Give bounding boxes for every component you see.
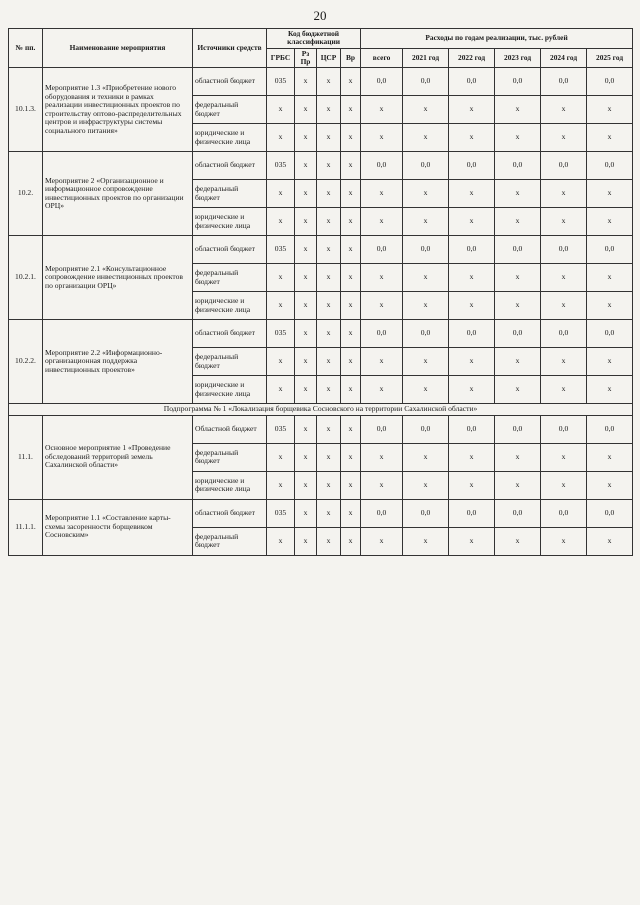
total-value: x xyxy=(361,264,403,292)
year-value: 0,0 xyxy=(495,68,541,96)
vr-code: x xyxy=(341,527,361,555)
csr-code: x xyxy=(317,180,341,208)
year-value: 0,0 xyxy=(403,320,449,348)
grbs-code: x xyxy=(267,208,295,236)
activity-number: 10.2.2. xyxy=(9,320,43,404)
rzpr-code: x xyxy=(295,415,317,443)
funding-source: Областной бюджет xyxy=(193,415,267,443)
year-value: x xyxy=(587,208,633,236)
year-value: 0,0 xyxy=(403,152,449,180)
header-row-1 xyxy=(9,29,633,49)
year-value: x xyxy=(449,348,495,376)
funding-source: юридические и физические лица xyxy=(193,124,267,152)
grbs-code: x xyxy=(267,348,295,376)
year-value: 0,0 xyxy=(495,320,541,348)
rzpr-code: x xyxy=(295,292,317,320)
grbs-code: 035 xyxy=(267,152,295,180)
header-year: 2024 год xyxy=(541,48,587,68)
grbs-code: x xyxy=(267,124,295,152)
funding-source: федеральный бюджет xyxy=(193,264,267,292)
vr-code: x xyxy=(341,124,361,152)
activity-number: 10.2. xyxy=(9,152,43,236)
rzpr-code: x xyxy=(295,124,317,152)
year-value: x xyxy=(495,348,541,376)
funding-source: федеральный бюджет xyxy=(193,527,267,555)
year-value: x xyxy=(449,180,495,208)
total-value: 0,0 xyxy=(361,415,403,443)
header-year: 2025 год xyxy=(587,48,633,68)
year-value: 0,0 xyxy=(541,68,587,96)
year-value: x xyxy=(449,376,495,404)
year-value: x xyxy=(541,443,587,471)
vr-code: x xyxy=(341,471,361,499)
table-row xyxy=(9,68,633,96)
year-value: x xyxy=(587,96,633,124)
activity-number: 10.2.1. xyxy=(9,236,43,320)
csr-code: x xyxy=(317,499,341,527)
year-value: x xyxy=(541,376,587,404)
table-row xyxy=(9,320,633,348)
year-value: x xyxy=(541,527,587,555)
funding-source: юридические и физические лица xyxy=(193,208,267,236)
grbs-code: x xyxy=(267,292,295,320)
year-value: x xyxy=(449,124,495,152)
csr-code: x xyxy=(317,292,341,320)
year-value: x xyxy=(495,376,541,404)
grbs-code: x xyxy=(267,376,295,404)
total-value: x xyxy=(361,376,403,404)
year-value: x xyxy=(495,443,541,471)
year-value: x xyxy=(495,208,541,236)
total-value: 0,0 xyxy=(361,236,403,264)
year-value: x xyxy=(587,443,633,471)
header-grbs: ГРБС xyxy=(267,48,295,68)
year-value: x xyxy=(403,208,449,236)
vr-code: x xyxy=(341,68,361,96)
activity-name: Мероприятие 1.1 «Составление карты-схемы засоренности борщевиком Сосновским» xyxy=(43,499,193,555)
csr-code: x xyxy=(317,264,341,292)
year-value: x xyxy=(449,443,495,471)
csr-code: x xyxy=(317,124,341,152)
rzpr-code: x xyxy=(295,96,317,124)
vr-code: x xyxy=(341,236,361,264)
year-value: x xyxy=(403,443,449,471)
table-row xyxy=(9,499,633,527)
vr-code: x xyxy=(341,376,361,404)
grbs-code: 035 xyxy=(267,68,295,96)
total-value: x xyxy=(361,471,403,499)
budget-table xyxy=(8,28,633,556)
grbs-code: 035 xyxy=(267,236,295,264)
year-value: x xyxy=(587,180,633,208)
header-csr: ЦСР xyxy=(317,48,341,68)
year-value: x xyxy=(403,180,449,208)
page-number: 20 xyxy=(313,8,327,23)
year-value: x xyxy=(403,527,449,555)
grbs-code: 035 xyxy=(267,415,295,443)
rzpr-code: x xyxy=(295,527,317,555)
year-value: x xyxy=(449,527,495,555)
year-value: x xyxy=(495,292,541,320)
rzpr-code: x xyxy=(295,443,317,471)
year-value: 0,0 xyxy=(495,236,541,264)
activity-name: Мероприятие 2.1 «Консультационное сопровождение инвестиционных проектов по организации ОРЦ» xyxy=(43,236,193,320)
activity-number: 11.1.1. xyxy=(9,499,43,555)
activity-number: 10.1.3. xyxy=(9,68,43,152)
funding-source: юридические и физические лица xyxy=(193,471,267,499)
table-row xyxy=(9,415,633,443)
csr-code: x xyxy=(317,471,341,499)
csr-code: x xyxy=(317,236,341,264)
year-value: 0,0 xyxy=(587,320,633,348)
year-value: x xyxy=(541,292,587,320)
funding-source: федеральный бюджет xyxy=(193,348,267,376)
csr-code: x xyxy=(317,96,341,124)
year-value: 0,0 xyxy=(541,499,587,527)
vr-code: x xyxy=(341,152,361,180)
year-value: x xyxy=(587,527,633,555)
year-value: 0,0 xyxy=(587,152,633,180)
year-value: x xyxy=(587,376,633,404)
csr-code: x xyxy=(317,443,341,471)
year-value: 0,0 xyxy=(587,499,633,527)
year-value: x xyxy=(403,96,449,124)
year-value: 0,0 xyxy=(449,415,495,443)
vr-code: x xyxy=(341,415,361,443)
funding-source: областной бюджет xyxy=(193,499,267,527)
rzpr-code: x xyxy=(295,320,317,348)
year-value: x xyxy=(587,348,633,376)
year-value: 0,0 xyxy=(541,415,587,443)
year-value: 0,0 xyxy=(587,236,633,264)
activity-name: Мероприятие 1.3 «Приобретение нового оборудования и техники в рамках реализации инвестиционных проектов по строительству оптово-распределительных центров и инфраструктуры системы социального питания» xyxy=(43,68,193,152)
vr-code: x xyxy=(341,499,361,527)
year-value: x xyxy=(587,264,633,292)
funding-source: областной бюджет xyxy=(193,236,267,264)
csr-code: x xyxy=(317,415,341,443)
csr-code: x xyxy=(317,348,341,376)
funding-source: федеральный бюджет xyxy=(193,443,267,471)
year-value: x xyxy=(541,124,587,152)
rzpr-code: x xyxy=(295,152,317,180)
rzpr-code: x xyxy=(295,471,317,499)
year-value: x xyxy=(495,471,541,499)
funding-source: областной бюджет xyxy=(193,68,267,96)
header-expense-group: Расходы по годам реализации, тыс. рублей xyxy=(361,29,633,49)
year-value: x xyxy=(449,208,495,236)
funding-source: областной бюджет xyxy=(193,320,267,348)
year-value: 0,0 xyxy=(449,152,495,180)
rzpr-code: x xyxy=(295,180,317,208)
header-source: Источники средств xyxy=(193,29,267,68)
grbs-code: x xyxy=(267,96,295,124)
header-code-group: Код бюджетной классификации xyxy=(267,29,361,49)
table-row xyxy=(9,152,633,180)
header-year: 2023 год xyxy=(495,48,541,68)
year-value: x xyxy=(587,471,633,499)
rzpr-code: x xyxy=(295,348,317,376)
year-value: 0,0 xyxy=(495,499,541,527)
funding-source: федеральный бюджет xyxy=(193,96,267,124)
total-value: x xyxy=(361,527,403,555)
activity-name: Мероприятие 2 «Организационное и информационное сопровождение инвестиционных проектов по организации ОРЦ» xyxy=(43,152,193,236)
total-value: x xyxy=(361,96,403,124)
year-value: x xyxy=(587,124,633,152)
year-value: x xyxy=(403,471,449,499)
total-value: 0,0 xyxy=(361,152,403,180)
year-value: x xyxy=(449,264,495,292)
year-value: 0,0 xyxy=(587,415,633,443)
grbs-code: 035 xyxy=(267,499,295,527)
header-name: Наименование мероприятия xyxy=(43,29,193,68)
year-value: x xyxy=(541,264,587,292)
total-value: x xyxy=(361,180,403,208)
year-value: 0,0 xyxy=(449,320,495,348)
total-value: 0,0 xyxy=(361,68,403,96)
year-value: x xyxy=(449,471,495,499)
subprogram-row xyxy=(9,404,633,416)
header-rzpr: Рз Пр xyxy=(295,48,317,68)
csr-code: x xyxy=(317,152,341,180)
csr-code: x xyxy=(317,376,341,404)
csr-code: x xyxy=(317,320,341,348)
year-value: x xyxy=(541,208,587,236)
year-value: 0,0 xyxy=(403,68,449,96)
year-value: x xyxy=(541,471,587,499)
activity-name: Мероприятие 2.2 «Информационно-организационная поддержка инвестиционных проектов» xyxy=(43,320,193,404)
grbs-code: x xyxy=(267,471,295,499)
year-value: x xyxy=(403,376,449,404)
year-value: x xyxy=(449,96,495,124)
grbs-code: x xyxy=(267,527,295,555)
total-value: x xyxy=(361,124,403,152)
rzpr-code: x xyxy=(295,208,317,236)
vr-code: x xyxy=(341,96,361,124)
year-value: 0,0 xyxy=(587,68,633,96)
year-value: 0,0 xyxy=(403,236,449,264)
total-value: x xyxy=(361,348,403,376)
header-year: 2021 год xyxy=(403,48,449,68)
header-year: 2022 год xyxy=(449,48,495,68)
rzpr-code: x xyxy=(295,264,317,292)
year-value: x xyxy=(541,348,587,376)
year-value: x xyxy=(403,348,449,376)
year-value: x xyxy=(587,292,633,320)
year-value: x xyxy=(541,96,587,124)
grbs-code: x xyxy=(267,264,295,292)
year-value: x xyxy=(495,264,541,292)
year-value: x xyxy=(495,124,541,152)
year-value: x xyxy=(495,180,541,208)
header-vr: Вр xyxy=(341,48,361,68)
rzpr-code: x xyxy=(295,68,317,96)
year-value: x xyxy=(495,527,541,555)
funding-source: юридические и физические лица xyxy=(193,292,267,320)
total-value: x xyxy=(361,292,403,320)
rzpr-code: x xyxy=(295,376,317,404)
total-value: 0,0 xyxy=(361,320,403,348)
grbs-code: x xyxy=(267,180,295,208)
vr-code: x xyxy=(341,208,361,236)
year-value: x xyxy=(403,264,449,292)
year-value: 0,0 xyxy=(541,236,587,264)
total-value: x xyxy=(361,443,403,471)
year-value: 0,0 xyxy=(403,499,449,527)
vr-code: x xyxy=(341,264,361,292)
csr-code: x xyxy=(317,208,341,236)
total-value: x xyxy=(361,208,403,236)
vr-code: x xyxy=(341,180,361,208)
year-value: 0,0 xyxy=(449,68,495,96)
activity-number: 11.1. xyxy=(9,415,43,499)
year-value: x xyxy=(403,292,449,320)
funding-source: областной бюджет xyxy=(193,152,267,180)
rzpr-code: x xyxy=(295,236,317,264)
vr-code: x xyxy=(341,292,361,320)
table-row xyxy=(9,236,633,264)
header-num: № пп. xyxy=(9,29,43,68)
vr-code: x xyxy=(341,320,361,348)
activity-name: Основное мероприятие 1 «Проведение обследований территорий земель Сахалинской области» xyxy=(43,415,193,499)
table-body xyxy=(9,68,633,556)
year-value: 0,0 xyxy=(495,415,541,443)
grbs-code: x xyxy=(267,443,295,471)
vr-code: x xyxy=(341,443,361,471)
csr-code: x xyxy=(317,68,341,96)
rzpr-code: x xyxy=(295,499,317,527)
subprogram-title: Подпрограмма № 1 «Локализация борщевика Сосновского на территории Сахалинской области» xyxy=(9,404,633,416)
year-value: x xyxy=(403,124,449,152)
total-value: 0,0 xyxy=(361,499,403,527)
year-value: x xyxy=(449,292,495,320)
year-value: 0,0 xyxy=(449,236,495,264)
header-total: всего xyxy=(361,48,403,68)
year-value: 0,0 xyxy=(403,415,449,443)
year-value: 0,0 xyxy=(541,320,587,348)
funding-source: федеральный бюджет xyxy=(193,180,267,208)
year-value: 0,0 xyxy=(541,152,587,180)
year-value: x xyxy=(495,96,541,124)
year-value: 0,0 xyxy=(449,499,495,527)
funding-source: юридические и физические лица xyxy=(193,376,267,404)
year-value: x xyxy=(541,180,587,208)
csr-code: x xyxy=(317,527,341,555)
grbs-code: 035 xyxy=(267,320,295,348)
vr-code: x xyxy=(341,348,361,376)
year-value: 0,0 xyxy=(495,152,541,180)
